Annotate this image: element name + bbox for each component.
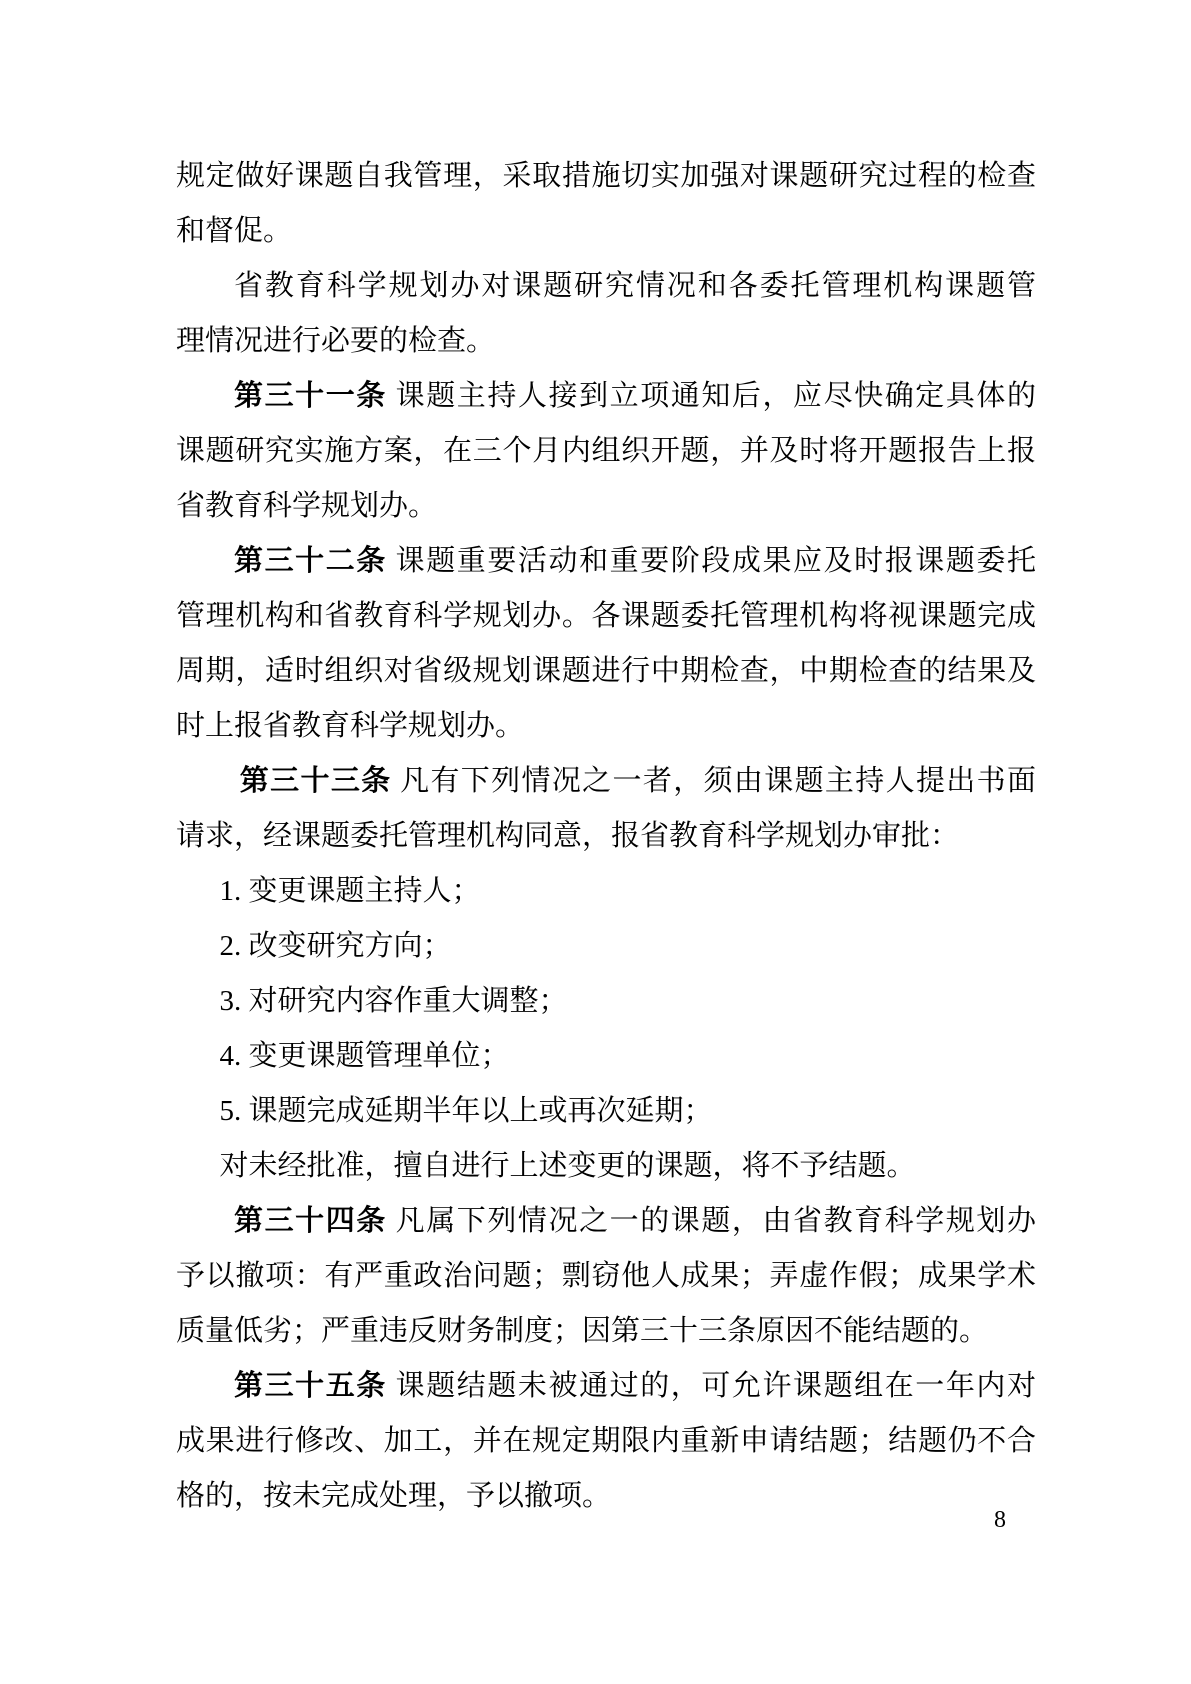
- text-line: 2. 改变研究方向；: [219, 930, 452, 962]
- text-line: 质量低劣；严重违反财务制度；因第三十三条原因不能结题的。: [176, 1315, 989, 1347]
- text-line: 时上报省教育科学规划办。: [176, 710, 525, 742]
- text-line: 格的，按未完成处理，予以撤项。: [176, 1480, 612, 1512]
- article-number: 第三十二条: [234, 545, 387, 577]
- text-line: 第三十三条 凡有下列情况之一者，须由课题主持人提出书面: [239, 765, 1036, 797]
- page-number: 8: [994, 1507, 1006, 1533]
- text-line: 规定做好课题自我管理，采取措施切实加强对课题研究过程的检查: [176, 160, 1036, 192]
- text-line: 周期，适时组织对省级规划课题进行中期检查，中期检查的结果及: [176, 655, 1036, 687]
- text-line: 3. 对研究内容作重大调整；: [219, 985, 568, 1017]
- text-line: 省教育科学规划办对课题研究情况和各委托管理机构课题管: [234, 270, 1036, 302]
- text-line: 第三十五条 课题结题未被通过的，可允许课题组在一年内对: [234, 1370, 1036, 1402]
- text-line: 成果进行修改、加工，并在规定期限内重新申请结题；结题仍不合: [176, 1425, 1036, 1457]
- text-line: 予以撤项：有严重政治问题；剽窃他人成果；弄虚作假；成果学术: [176, 1260, 1036, 1292]
- article-number: 第三十一条: [234, 380, 387, 412]
- text-line: 请求，经课题委托管理机构同意，报省教育科学规划办审批：: [176, 820, 960, 852]
- article-number: 第三十三条: [239, 765, 392, 797]
- text-line: 1. 变更课题主持人；: [219, 875, 481, 907]
- article-number: 第三十四条: [234, 1205, 387, 1237]
- text-line: 4. 变更课题管理单位；: [219, 1040, 510, 1072]
- text-line: 省教育科学规划办。: [176, 490, 438, 522]
- text-line: 第三十四条 凡属下列情况之一的课题，由省教育科学规划办: [234, 1205, 1036, 1237]
- text-line: 5. 课题完成延期半年以上或再次延期；: [219, 1095, 713, 1127]
- article-number: 第三十五条: [234, 1370, 387, 1402]
- text-line: 第三十一条 课题主持人接到立项通知后，应尽快确定具体的: [234, 380, 1036, 412]
- text-line: 理情况进行必要的检查。: [176, 325, 496, 357]
- document-body: [176, 149, 1036, 1524]
- text-line: 对未经批准，擅自进行上述变更的课题，将不予结题。: [219, 1150, 916, 1182]
- text-line: 和督促。: [176, 215, 293, 247]
- text-line: 管理机构和省教育科学规划办。各课题委托管理机构将视课题完成: [176, 600, 1036, 632]
- text-line: 第三十二条 课题重要活动和重要阶段成果应及时报课题委托: [234, 545, 1036, 577]
- text-line: 课题研究实施方案，在三个月内组织开题，并及时将开题报告上报: [176, 435, 1036, 467]
